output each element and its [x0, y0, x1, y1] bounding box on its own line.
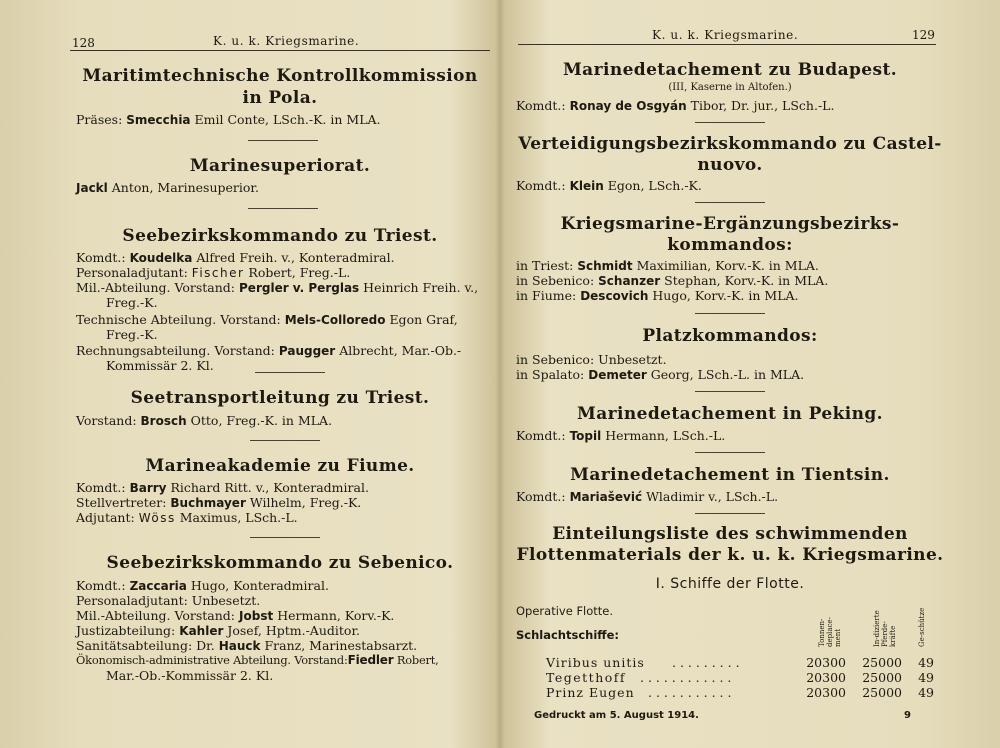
guns-value: 49: [918, 685, 934, 700]
entry-line: in Fiume: Descovich Hugo, Korv.-K. in MLA.: [516, 288, 799, 303]
section-divider: [695, 122, 765, 123]
entry-line: Komdt.: Topil Hermann, LSch.-L.: [516, 428, 726, 443]
entry-line: in Sebenico: Schanzer Stephan, Korv.-K. in MLA.: [516, 273, 829, 288]
section-title: Verteidigungsbezirkskommando zu Castel-: [518, 134, 942, 154]
section-title: Seebezirkskommando zu Sebenico.: [106, 553, 454, 573]
section-title: Maritimtechnische Kontrollkommission: [82, 66, 478, 86]
leader-dots: . . . . . . . . . . .: [648, 685, 732, 700]
entry-line: Adjutant: Wöss Maximus, LSch.-L.: [76, 510, 298, 525]
section-title: nuovo.: [697, 155, 763, 175]
entry-line: Komdt.: Koudelka Alfred Freih. v., Konteradmiral.: [76, 250, 395, 265]
section-divider: [695, 391, 765, 392]
section-subtitle: (III, Kaserne in Altofen.): [668, 82, 792, 93]
section-title: kommandos:: [667, 235, 793, 255]
entry-line: Jackl Anton, Marinesuperior.: [76, 180, 260, 195]
entry-line: Komdt.: Zaccaria Hugo, Konteradmiral.: [76, 578, 329, 593]
section-title: Flottenmaterials der k. u. k. Kriegsmarine.: [516, 545, 944, 565]
entry-line: in Sebenico: Unbesetzt.: [516, 352, 667, 367]
entry-line: Freg.-K.: [106, 327, 158, 342]
running-head: K. u. k. Kriegsmarine.: [213, 34, 360, 48]
page-number: 129: [912, 28, 935, 42]
list-subheading: I. Schiffe der Flotte.: [655, 576, 805, 592]
group-label: Operative Flotte.: [516, 604, 614, 618]
section-divider: [255, 372, 325, 373]
entry-line: Rechnungsabteilung. Vorstand: Paugger Albrecht, Mar.-Ob.-: [76, 343, 462, 358]
entry-line: Vorstand: Brosch Otto, Freg.-K. in MLA.: [76, 413, 333, 428]
entry-line: Mar.-Ob.-Kommissär 2. Kl.: [106, 668, 274, 683]
horsepower-value: 25000: [862, 685, 902, 700]
entry-line: Stellvertreter: Buchmayer Wilhelm, Freg.-K.: [76, 495, 362, 510]
section-title: Seetransportleitung zu Triest.: [130, 388, 430, 408]
section-divider: [695, 313, 765, 314]
printer-footer: Gedruckt am 5. August 1914.: [534, 710, 699, 721]
section-divider: [250, 537, 320, 538]
section-title: in Pola.: [242, 88, 318, 108]
section-divider: [248, 208, 318, 209]
leader-dots: . . . . . . . . . . . .: [640, 670, 732, 685]
entry-line: Personaladjutant: Unbesetzt.: [76, 593, 261, 608]
section-title: Marinesuperiorat.: [189, 156, 371, 176]
column-header-tonnage: Tonnen-deplace-ment: [818, 617, 842, 647]
section-title: Marinedetachement zu Budapest.: [562, 60, 898, 80]
section-title: Einteilungsliste des schwimmenden: [552, 524, 908, 544]
section-title: Platzkommandos:: [642, 326, 818, 346]
section-title: Seebezirkskommando zu Triest.: [122, 226, 438, 246]
entry-line: Komdt.: Ronay de Osgyán Tibor, Dr. jur., LSch.-L.: [516, 98, 835, 113]
section-divider: [695, 202, 765, 203]
category-label: Schlachtschiffe:: [516, 628, 619, 642]
guns-value: 49: [918, 670, 934, 685]
entry-line: Komdt.: Mariašević Wladimir v., LSch.-L.: [516, 489, 779, 504]
entry-line: Technische Abteilung. Vorstand: Mels-Colloredo Egon Graf,: [76, 312, 458, 327]
entry-line: Mil.-Abteilung. Vorstand: Pergler v. Perglas Heinrich Freih. v.,: [76, 280, 479, 295]
header-rule: [70, 50, 490, 51]
signature-mark: 9: [904, 710, 911, 721]
entry-line: Ökonomisch-administrative Abteilung. Vorstand:Fiedler Robert,: [76, 653, 439, 667]
tonnage-value: 20300: [806, 670, 846, 685]
ship-name: Prinz Eugen: [546, 685, 635, 700]
tonnage-value: 20300: [806, 685, 846, 700]
entry-line: Justizabteilung: Kahler Josef, Hptm.-Auditor.: [76, 623, 361, 638]
section-divider: [250, 440, 320, 441]
section-divider: [695, 513, 765, 514]
entry-line: Personaladjutant: Fischer Robert, Freg.-L.: [76, 265, 351, 280]
right-page: [500, 0, 1000, 748]
section-divider: [248, 140, 318, 141]
entry-line: Mil.-Abteilung. Vorstand: Jobst Hermann, Korv.-K.: [76, 608, 395, 623]
column-header-guns: Ge-schütze: [918, 607, 926, 647]
page-number: 128: [72, 36, 95, 50]
ship-name: Tegetthoff: [546, 670, 627, 685]
entry-line: in Triest: Schmidt Maximilian, Korv.-K. in MLA.: [516, 258, 819, 273]
entry-line: Komdt.: Klein Egon, LSch.-K.: [516, 178, 702, 193]
section-title: Marineakademie zu Fiume.: [145, 456, 415, 476]
tonnage-value: 20300: [806, 655, 846, 670]
entry-line: in Spalato: Demeter Georg, LSch.-L. in MLA.: [516, 367, 805, 382]
header-rule: [518, 44, 936, 45]
entry-line: Sanitätsabteilung: Dr. Hauck Franz, Marinestabsarzt.: [76, 638, 418, 653]
section-title: Marinedetachement in Peking.: [577, 404, 883, 424]
running-head: K. u. k. Kriegsmarine.: [652, 28, 799, 42]
leader-dots: . . . . . . . . .: [672, 655, 740, 670]
section-title: Marinedetachement in Tientsin.: [570, 465, 890, 485]
ship-name: Viribus unitis: [546, 655, 645, 670]
section-title: Kriegsmarine-Ergänzungsbezirks-: [560, 214, 900, 234]
guns-value: 49: [918, 655, 934, 670]
entry-line: Kommissär 2. Kl.: [106, 358, 214, 373]
section-divider: [695, 452, 765, 453]
column-header-horsepower: In-dizierte Pferde-kräfte: [873, 610, 897, 647]
horsepower-value: 25000: [862, 655, 902, 670]
horsepower-value: 25000: [862, 670, 902, 685]
entry-line: Komdt.: Barry Richard Ritt. v., Konteradmiral.: [76, 480, 369, 495]
entry-line: Präses: Smecchia Emil Conte, LSch.-K. in MLA.: [76, 112, 381, 127]
entry-line: Freg.-K.: [106, 295, 158, 310]
